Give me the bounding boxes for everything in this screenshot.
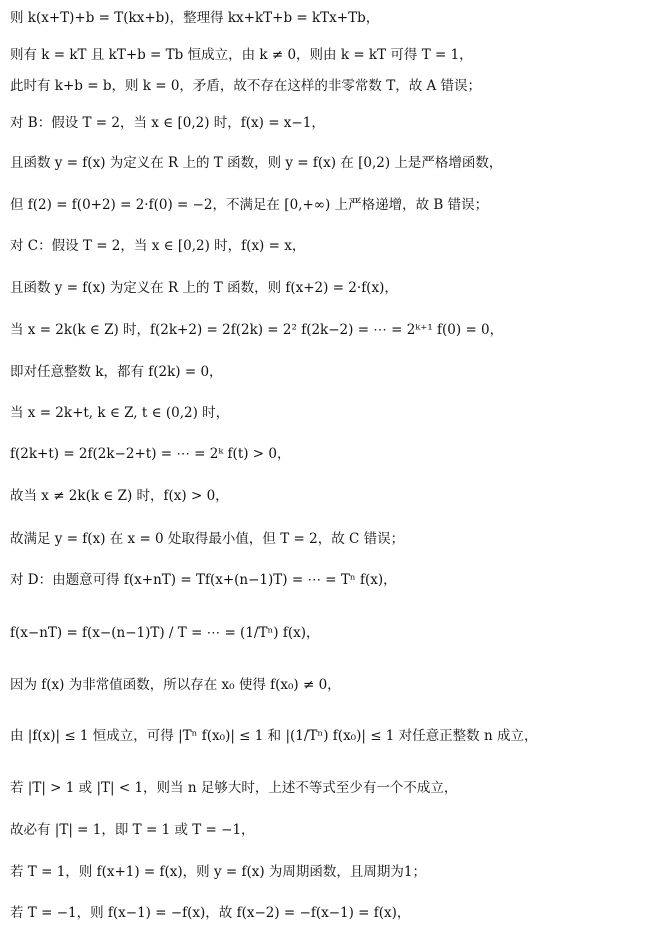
text-line: f(x−nT) = f(x−(n−1)T) / T = ⋯ = (1/Tⁿ) f(x)， (10, 625, 320, 641)
text-line: 故必有 |T| = 1，即 T = 1 或 T = −1， (10, 822, 255, 838)
text-line: 若 T = −1，则 f(x−1) = −f(x)，故 f(x−2) = −f(x−1) = f(x)， (10, 905, 411, 921)
text-line: 则有 k = kT 且 kT+b = Tb 恒成立，由 k ≠ 0，则由 k = kT 可得 T = 1， (10, 47, 473, 63)
text-line: 若 T = 1，则 f(x+1) = f(x)，则 y = f(x) 为周期函数，且周期为1； (10, 864, 426, 880)
text-line: 因为 f(x) 为非常值函数，所以存在 x₀ 使得 f(x₀) ≠ 0， (10, 677, 341, 693)
text-line: 此时有 k+b = b，则 k = 0，矛盾，故不存在这样的非零常数 T，故 A 错误； (10, 78, 482, 94)
text-line: f(2k+t) = 2f(2k−2+t) = ⋯ = 2ᵏ f(t) > 0， (10, 446, 291, 462)
text-line: 故满足 y = f(x) 在 x = 0 处取得最小值，但 T = 2，故 C 错误； (10, 531, 405, 547)
text-line: 且函数 y = f(x) 为定义在 R 上的 T 函数，则 f(x+2) = 2·f(x)， (10, 280, 398, 296)
text-line: 但 f(2) = f(0+2) = 2·f(0) = −2，不满足在 [0,+∞) 上严格递增，故 B 错误； (10, 197, 489, 213)
text-line: 若 |T| > 1 或 |T| < 1，则当 n 足够大时，上述不等式至少有一个不成立， (10, 780, 458, 796)
text-line: 对 B：假设 T = 2，当 x ∈ [0,2) 时，f(x) = x−1， (10, 115, 325, 131)
text-line: 当 x = 2k(k ∈ Z) 时，f(2k+2) = 2f(2k) = 2² f(2k−2) = ⋯ = 2ᵏ⁺¹ f(0) = 0， (10, 322, 504, 338)
text-line: 即对任意整数 k，都有 f(2k) = 0， (10, 364, 223, 380)
text-line: 则 k(x+T)+b = T(kx+b)，整理得 kx+kT+b = kTx+Tb， (10, 10, 380, 26)
text-line: 且函数 y = f(x) 为定义在 R 上的 T 函数，则 y = f(x) 在 [0,2) 上是严格增函数， (10, 155, 503, 171)
text-line: 由 |f(x)| ≤ 1 恒成立，可得 |Tⁿ f(x₀)| ≤ 1 和 |(1/Tⁿ) f(x₀)| ≤ 1 对任意正整数 n 成立， (10, 728, 538, 744)
text-line: 故当 x ≠ 2k(k ∈ Z) 时，f(x) > 0， (10, 488, 229, 504)
text-line: 对 D：由题意可得 f(x+nT) = Tf(x+(n−1)T) = ⋯ = Tⁿ f(x)， (10, 572, 397, 588)
text-line: 对 C：假设 T = 2，当 x ∈ [0,2) 时，f(x) = x， (10, 238, 306, 254)
text-line: 当 x = 2k+t, k ∈ Z, t ∈ (0,2) 时， (10, 405, 230, 421)
